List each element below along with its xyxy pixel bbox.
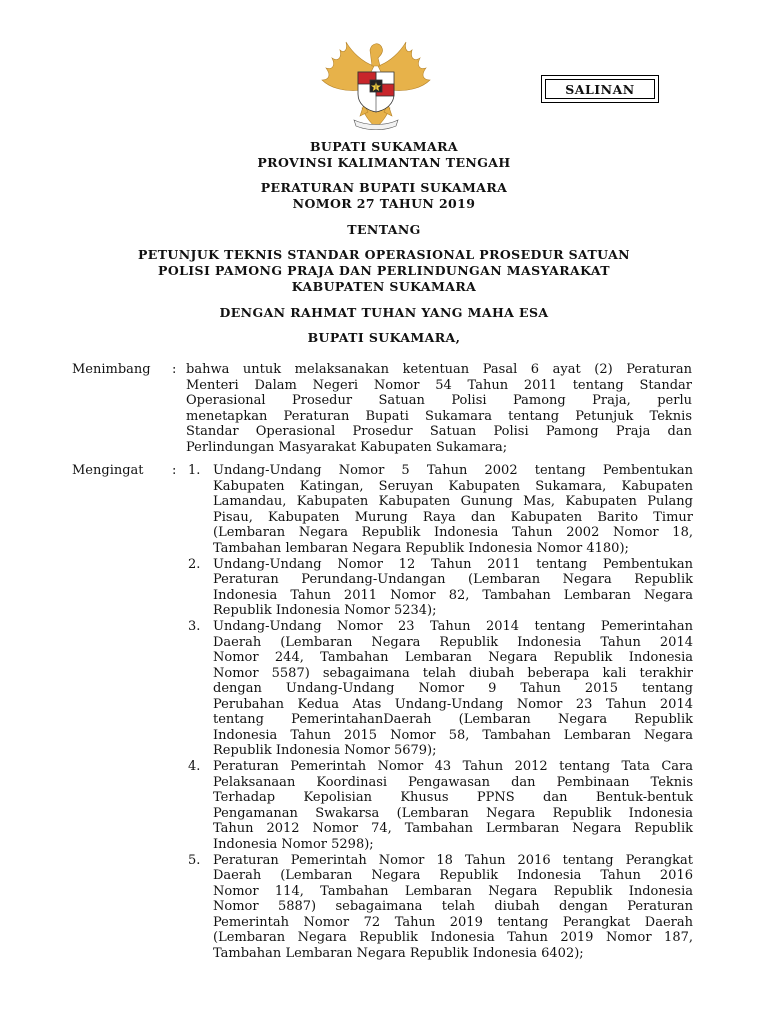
menimbang-line: Menteri Dalam Negeri Nomor 54 Tahun 2011 tentang Standar bbox=[186, 377, 692, 393]
mengingat-item-line: Nomor 5887) sebagaimana telah diubah dengan Peraturan bbox=[213, 899, 693, 914]
mengingat-item-line: Republik Indonesia Nomor 5679); bbox=[213, 743, 437, 758]
mengingat-item-line: Nomor 114, Tambahan Lembaran Negara Republik Indonesia bbox=[213, 883, 693, 899]
menimbang-colon: : bbox=[172, 362, 177, 377]
mengingat-item-line: Pemerintah Nomor 72 Tahun 2019 tentang Perangkat Daerah bbox=[213, 914, 693, 930]
mengingat-item-line: Peraturan Pemerintah Nomor 18 Tahun 2016 tentang Perangkat bbox=[213, 852, 693, 868]
mengingat-item-line: (Lembaran Negara Republik Indonesia Tahun 2002 Nomor 18, bbox=[213, 525, 693, 540]
mengingat-item-number: 1. bbox=[188, 463, 201, 478]
mengingat-item-line: Indonesia Tahun 2015 Nomor 58, Tambahan Lembaran Negara bbox=[213, 727, 693, 743]
mengingat-item-line: Kabupaten Katingan, Seruyan Kabupaten Sukamara, Kabupaten bbox=[213, 478, 693, 494]
subject-line-1: PETUNJUK TEKNIS STANDAR OPERASIONAL PROSEDUR SATUAN bbox=[137, 247, 630, 262]
mengingat-item-line: Tambahan Lembaran Negara Republik Indonesia 6402); bbox=[213, 945, 584, 961]
mengingat-item-line: Pengamanan Swakarsa (Lembaran Negara Republik Indonesia bbox=[213, 805, 693, 821]
mengingat-item-line: Peraturan Perundang-Undangan (Lembaran Negara Republik bbox=[213, 572, 693, 587]
mengingat-item-line: Indonesia Nomor 5298); bbox=[213, 836, 374, 852]
mengingat-item bbox=[213, 557, 693, 619]
mengingat-item bbox=[213, 853, 693, 962]
issuer-line-2: PROVINSI KALIMANTAN TENGAH bbox=[257, 155, 511, 170]
mengingat-item-line: Undang-Undang Nomor 12 Tahun 2011 tentang Pembentukan bbox=[213, 556, 693, 572]
invocation: DENGAN RAHMAT TUHAN YANG MAHA ESA bbox=[219, 305, 549, 320]
mengingat-item-line: Tahun 2012 Nomor 74, Tambahan Lermbaran Negara Republik bbox=[213, 821, 693, 836]
subject-line-2: POLISI PAMONG PRAJA DAN PERLINDUNGAN MASYARAKAT bbox=[158, 263, 610, 278]
mengingat-colon: : bbox=[172, 463, 177, 478]
mengingat-item-number: 4. bbox=[188, 759, 201, 774]
menimbang-line: menetapkan Peraturan Bupati Sukamara tentang Petunjuk Teknis bbox=[186, 408, 692, 424]
mengingat-item-line: (Lembaran Negara Republik Indonesia Tahun 2019 Nomor 187, bbox=[213, 930, 693, 945]
issuer-line-1: BUPATI SUKAMARA bbox=[309, 139, 459, 154]
mengingat-item-line: Tambahan lembaran Negara Republik Indonesia Nomor 4180); bbox=[213, 540, 629, 556]
regulation-number: NOMOR 27 TAHUN 2019 bbox=[292, 196, 476, 211]
about-heading: TENTANG bbox=[347, 222, 421, 237]
garuda-emblem-icon bbox=[318, 36, 434, 136]
mengingat-item-line: dengan Undang-Undang Nomor 9 Tahun 2015 tentang bbox=[213, 681, 693, 696]
mengingat-item-line: Daerah (Lembaran Negara Republik Indonesia Tahun 2014 bbox=[213, 634, 693, 650]
mengingat-item-line: Nomor 244, Tambahan Lembaran Negara Republik Indonesia bbox=[213, 650, 693, 665]
mengingat-item-line: Lamandau, Kabupaten Kabupaten Gunung Mas, Kabupaten Pulang bbox=[213, 494, 693, 509]
subject-line-3: KABUPATEN SUKAMARA bbox=[291, 279, 477, 294]
menimbang-line: bahwa untuk melaksanakan ketentuan Pasal 6 ayat (2) Peraturan bbox=[186, 362, 692, 377]
mengingat-item-line: Undang-Undang Nomor 5 Tahun 2002 tentang Pembentukan bbox=[213, 463, 693, 478]
menimbang-line: Standar Operasional Prosedur Satuan Polisi Pamong Praja dan bbox=[186, 424, 692, 439]
mengingat-item-line: Indonesia Tahun 2011 Nomor 82, Tambahan Lembaran Negara bbox=[213, 587, 693, 603]
mengingat-label: Mengingat bbox=[72, 463, 144, 478]
mengingat-item-line: Peraturan Pemerintah Nomor 43 Tahun 2012 tentang Tata Cara bbox=[213, 759, 693, 774]
mengingat-item bbox=[213, 759, 693, 852]
mengingat-item-line: Nomor 5587) sebagaimana telah diubah beberapa kali terakhir bbox=[213, 665, 693, 681]
mengingat-item bbox=[213, 463, 693, 556]
regulation-title: PERATURAN BUPATI SUKAMARA bbox=[260, 180, 508, 195]
mengingat-item-line: Perubahan Kedua Atas Undang-Undang Nomor 23 Tahun 2014 bbox=[213, 696, 693, 712]
mengingat-item-line: Pisau, Kabupaten Murung Raya dan Kabupaten Barito Timur bbox=[213, 509, 693, 525]
menimbang-line: Operasional Prosedur Satuan Polisi Pamong Praja, perlu bbox=[186, 393, 692, 408]
mengingat-item-line: Undang-Undang Nomor 23 Tahun 2014 tentang Pemerintahan bbox=[213, 619, 693, 634]
mengingat-item-line: Pelaksanaan Koordinasi Pengawasan dan Pembinaan Teknis bbox=[213, 774, 693, 790]
menimbang-text bbox=[186, 362, 692, 455]
mengingat-item-line: Republik Indonesia Nomor 5234); bbox=[213, 603, 437, 618]
mengingat-item-number: 5. bbox=[188, 852, 201, 868]
salinan-label: SALINAN bbox=[545, 79, 655, 99]
mengingat-item-line: Daerah (Lembaran Negara Republik Indonesia Tahun 2016 bbox=[213, 868, 693, 883]
authority: BUPATI SUKAMARA, bbox=[307, 330, 461, 345]
salinan-badge bbox=[541, 75, 659, 103]
menimbang-line: Perlindungan Masyarakat Kabupaten Sukamara; bbox=[186, 439, 508, 455]
mengingat-item-number: 2. bbox=[188, 556, 201, 572]
mengingat-item-line: tentang PemerintahanDaerah (Lembaran Negara Republik bbox=[213, 712, 693, 727]
menimbang-label: Menimbang bbox=[72, 362, 151, 377]
mengingat-item-line: Terhadap Kepolisian Khusus PPNS dan Bentuk-bentuk bbox=[213, 790, 693, 805]
mengingat-item bbox=[213, 619, 693, 759]
mengingat-item-number: 3. bbox=[188, 619, 201, 634]
